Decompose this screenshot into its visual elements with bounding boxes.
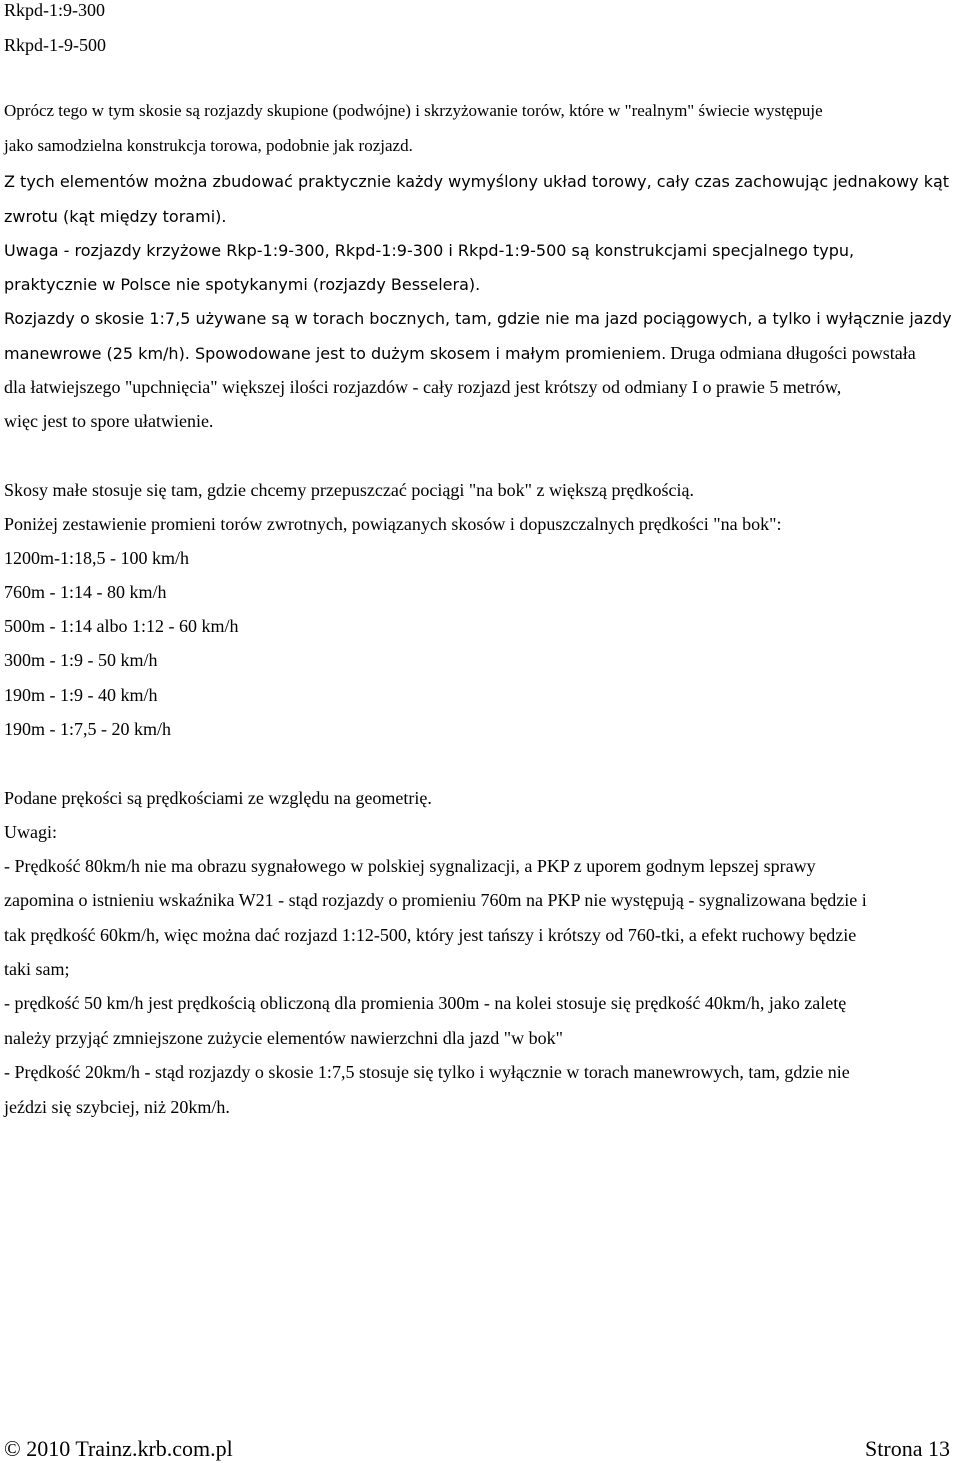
para3-line-4: więc jest to spore ułatwienie. xyxy=(4,411,214,431)
note-1-line-2: zapomina o istnieniu wskaźnika W21 - stąd rozjazdy o promieniu 760m na PKP nie występują - sygnalizowana będzie i xyxy=(4,890,867,910)
para1-line-1: Oprócz tego w tym skosie są rozjazdy skupione (podwójne) i skrzyżowanie torów, które w "realnym" świecie występuje xyxy=(4,101,823,120)
speed-list-item: 500m - 1:14 albo 1:12 - 60 km/h xyxy=(4,616,239,636)
note-2-line-2: należy przyjąć zmniejszone zużycie elementów nawierzchni dla jazd "w bok" xyxy=(4,1028,563,1048)
speed-list-item: 190m - 1:9 - 40 km/h xyxy=(4,685,158,705)
notes-heading: Uwagi: xyxy=(4,822,57,842)
note-1-line-3: tak prędkość 60km/h, więc można dać rozjazd 1:12-500, który jest tańszy i krótszy od 760-tki, a efekt ruchowy będzie xyxy=(4,925,857,945)
footer-copyright: © 2010 Trainz.krb.com.pl xyxy=(4,1436,233,1461)
para2-line-2: praktycznie w Polsce nie spotykanymi (rozjazdy Besselera). xyxy=(4,275,481,294)
header-line-1: Rkpd-1:9-300 xyxy=(4,0,105,20)
speed-list-item: 760m - 1:14 - 80 km/h xyxy=(4,582,167,602)
para1-line-3: Z tych elementów można zbudować praktycznie każdy wymyślony układ torowy, cały czas zachowując jednakowy kąt xyxy=(4,172,950,191)
note-1-line-4: taki sam; xyxy=(4,959,70,979)
note-2-line-1: - prędkość 50 km/h jest prędkością obliczoną dla promienia 300m - na kolei stosuje się prędkość 40km/h, jako zaletę xyxy=(4,993,847,1013)
para3-line-2 xyxy=(4,343,916,364)
para2-line-1: Uwaga - rozjazdy krzyżowe Rkp-1:9-300, Rkpd-1:9-300 i Rkpd-1:9-500 są konstrukcjami specjalnego typu, xyxy=(4,241,855,260)
para1-line-2: jako samodzielna konstrukcja torowa, podobnie jak rozjazd. xyxy=(4,136,413,155)
note-1-line-1: - Prędkość 80km/h nie ma obrazu sygnałowego w polskiej sygnalizacji, a PKP z uporem godnym lepszej sprawy xyxy=(4,856,816,876)
header-line-2: Rkpd-1-9-500 xyxy=(4,35,106,55)
para3-line-2a: manewrowe (25 km/h). Spowodowane jest to dużym skosem i małym promieniem. xyxy=(4,344,667,363)
para1-line-4: zwrotu (kąt między torami). xyxy=(4,207,227,226)
speed-list-item: 300m - 1:9 - 50 km/h xyxy=(4,650,158,670)
note-3-line-1: - Prędkość 20km/h - stąd rozjazdy o skosie 1:7,5 stosuje się tylko i wyłącznie w torach manewrowych, tam, gdzie nie xyxy=(4,1062,850,1082)
speed-list-item: 190m - 1:7,5 - 20 km/h xyxy=(4,719,171,739)
para3-line-2b: Druga odmiana długości powstała xyxy=(670,343,916,363)
para3-line-3: dla łatwiejszego "upchnięcia" większej ilości rozjazdów - cały rozjazd jest krótszy od odmiany I o prawie 5 metrów, xyxy=(4,377,842,397)
para4-line-1: Skosy małe stosuje się tam, gdzie chcemy przepuszczać pociągi "na bok" z większą prędkością. xyxy=(4,480,694,500)
para3-line-1: Rozjazdy o skosie 1:7,5 używane są w torach bocznych, tam, gdzie nie ma jazd pociągowych, a tylko i wyłącznie jazdy xyxy=(4,309,952,328)
notes-intro: Podane prękości są prędkościami ze względu na geometrię. xyxy=(4,788,432,808)
note-3-line-2: jeździ się szybciej, niż 20km/h. xyxy=(4,1097,230,1117)
para4-line-2: Poniżej zestawienie promieni torów zwrotnych, powiązanych skosów i dopuszczalnych prędkości "na bok": xyxy=(4,514,782,534)
footer-page-number: Strona 13 xyxy=(865,1436,950,1461)
speed-list-item: 1200m-1:18,5 - 100 km/h xyxy=(4,548,189,568)
